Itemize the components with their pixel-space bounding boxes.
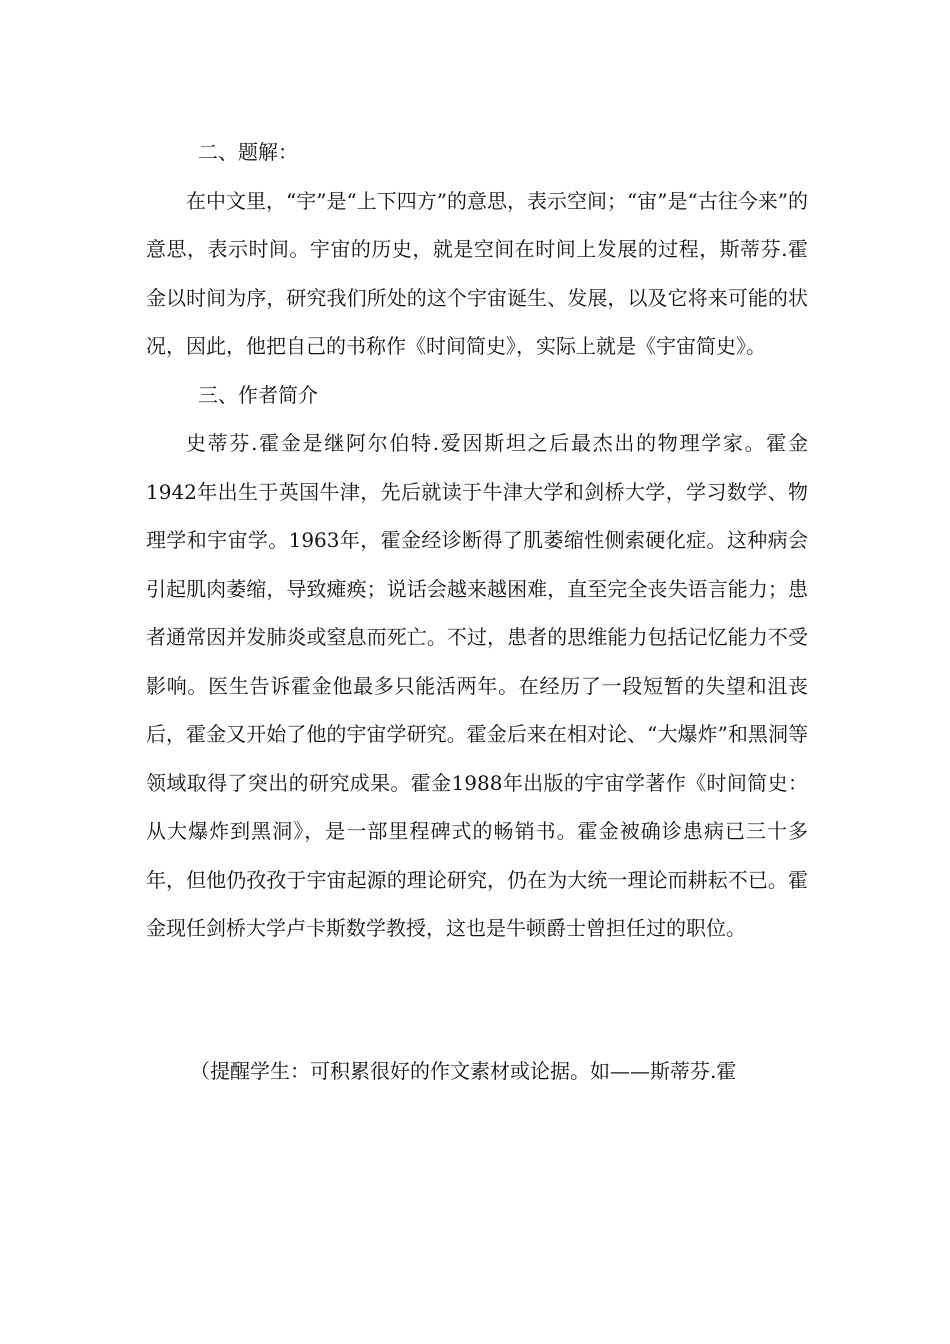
paragraph-title-explanation: 在中文里，“宇”是“上下四方”的意思，表示空间；“宙”是“古往今来”的意思，表示时间。宇宙的历史，就是空间在时间上发展的过程，斯蒂芬.霍金以时间为序，研究我们所处的这个宇宙诞生、发展，以及它将来可能的状况，因此，他把自己的书称作《时间简史》，实际上就是《宇宙简史》。 xyxy=(146,188,808,358)
document-body xyxy=(146,128,808,1095)
section-heading-author-intro: 三、作者简介 xyxy=(198,382,318,407)
blank-space xyxy=(146,953,808,1047)
paragraph-author-intro: 史蒂芬.霍金是继阿尔伯特.爱因斯坦之后最杰出的物理学家。霍金1942年出生于英国牛津，先后就读于牛津大学和剑桥大学，学习数学、物理学和宇宙学。1963年，霍金经诊断得了肌萎缩性侧索硬化症。这种病会引起肌肉萎缩，导致瘫痪；说话会越来越困难，直至完全丧失语言能力；患者通常因并发肺炎或窒息而死亡。不过，患者的思维能力包括记忆能力不受影响。医生告诉霍金他最多只能活两年。在经历了一段短暂的失望和沮丧后，霍金又开始了他的宇宙学研究。霍金后来在相对论、“大爆炸”和黑洞等领域取得了突出的研究成果。霍金1988年出版的宇宙学著作《时间简史：从大爆炸到黑洞》，是一部里程碑式的畅销书。霍金被确诊患病已三十多年，但他仍孜孜于宇宙起源的理论研究，仍在为大统一理论而耕耘不已。霍金现任剑桥大学卢卡斯数学教授，这也是牛顿爵士曾担任过的职位。 xyxy=(146,431,808,940)
paragraph-teacher-reminder: （提醒学生：可积累很好的作文素材或论据。如——斯蒂芬.霍 xyxy=(190,1058,737,1083)
section-heading-title-explanation: 二、题解： xyxy=(198,140,298,164)
